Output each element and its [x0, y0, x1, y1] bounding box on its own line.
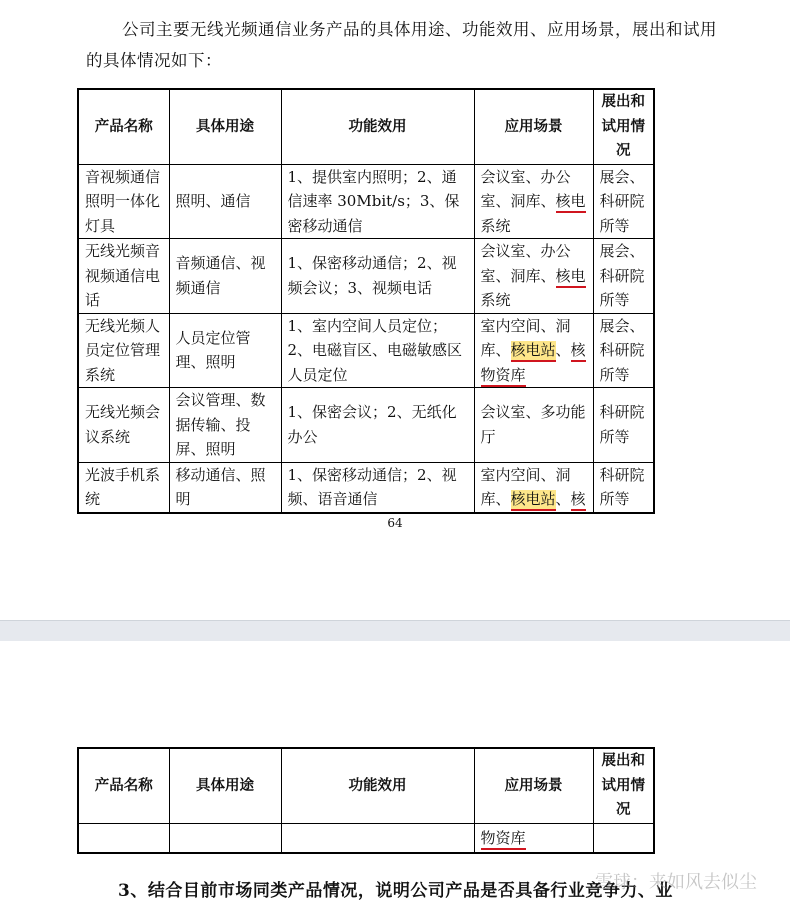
cell-usage — [169, 823, 281, 853]
cell-product-name: 光波手机系统 — [78, 462, 169, 513]
cell-usage: 照明、通信 — [169, 164, 281, 239]
cell-usage: 移动通信、照明 — [169, 462, 281, 513]
cell-trial — [593, 823, 654, 853]
header-product-name: 产品名称 — [78, 89, 169, 164]
section-heading: 3、结合目前市场同类产品情况，说明公司产品是否具备行业竞争力、业 — [118, 881, 673, 901]
scene-underline-mark: 核 — [571, 490, 586, 511]
cell-usage: 会议管理、数据传输、投屏、照明 — [169, 388, 281, 463]
scene-underline-mark: 核电 — [556, 192, 586, 213]
cell-product-name — [78, 823, 169, 853]
cell-function — [281, 823, 474, 853]
scene-highlight-mark: 核电站 — [511, 490, 556, 511]
header-product-name: 产品名称 — [78, 748, 169, 823]
product-table-continued — [77, 747, 655, 854]
header-usage: 具体用途 — [169, 89, 281, 164]
cell-scene: 会议室、办公室、洞库、核电系统 — [474, 239, 593, 314]
header-trial: 展出和试用情况 — [593, 748, 654, 823]
table-header-row — [78, 748, 654, 823]
table-row — [78, 823, 654, 853]
cell-function: 1、室内空间人员定位；2、电磁盲区、电磁敏感区人员定位 — [281, 313, 474, 388]
cell-product-name: 无线光频人员定位管理系统 — [78, 313, 169, 388]
table-row — [78, 313, 654, 388]
intro-paragraph: 公司主要无线光频通信业务产品的具体用途、功能效用、应用场景，展出和试用的具体情况如下： — [86, 20, 717, 70]
scene-underline-mark: 核 — [571, 341, 586, 362]
header-trial: 展出和试用情况 — [593, 89, 654, 164]
page-number: 64 — [387, 516, 403, 530]
cell-scene: 会议室、办公室、洞库、核电系统 — [474, 164, 593, 239]
table-row — [78, 388, 654, 463]
cell-function: 1、保密移动通信；2、视频会议；3、视频电话 — [281, 239, 474, 314]
header-scene: 应用场景 — [474, 89, 593, 164]
cell-trial: 科研院所等 — [593, 388, 654, 463]
cell-scene: 室内空间、洞库、核电站、核 — [474, 462, 593, 513]
table-row — [78, 462, 654, 513]
cell-product-name: 无线光频会议系统 — [78, 388, 169, 463]
cell-function: 1、保密移动通信；2、视频、语音通信 — [281, 462, 474, 513]
cell-product-name: 无线光频音视频通信电话 — [78, 239, 169, 314]
header-function: 功能效用 — [281, 748, 474, 823]
cell-function: 1、提供室内照明；2、通信速率 30Mbit/s；3、保密移动通信 — [281, 164, 474, 239]
cell-scene: 会议室、多功能厅 — [474, 388, 593, 463]
table-header-row — [78, 89, 654, 164]
header-function: 功能效用 — [281, 89, 474, 164]
cell-trial: 科研院所等 — [593, 462, 654, 513]
scene-underline-mark: 物资库 — [481, 366, 526, 387]
cell-trial: 展会、科研院所等 — [593, 313, 654, 388]
watermark: 雪球：来如风去似尘 — [595, 872, 757, 893]
page-separator — [0, 620, 790, 642]
scene-underline-mark: 物资库 — [481, 829, 526, 850]
cell-usage: 音频通信、视频通信 — [169, 239, 281, 314]
cell-function: 1、保密会议；2、无纸化办公 — [281, 388, 474, 463]
cell-scene: 室内空间、洞库、核电站、核物资库 — [474, 313, 593, 388]
cell-product-name: 音视频通信照明一体化灯具 — [78, 164, 169, 239]
cell-trial: 展会、科研院所等 — [593, 239, 654, 314]
table-row — [78, 164, 654, 239]
scene-underline-mark: 核电 — [556, 267, 586, 288]
product-table — [77, 88, 655, 514]
cell-usage: 人员定位管理、照明 — [169, 313, 281, 388]
header-usage: 具体用途 — [169, 748, 281, 823]
cell-scene — [474, 823, 593, 853]
header-scene: 应用场景 — [474, 748, 593, 823]
scene-highlight-mark: 核电站 — [511, 341, 556, 362]
cell-trial: 展会、科研院所等 — [593, 164, 654, 239]
table-row — [78, 239, 654, 314]
